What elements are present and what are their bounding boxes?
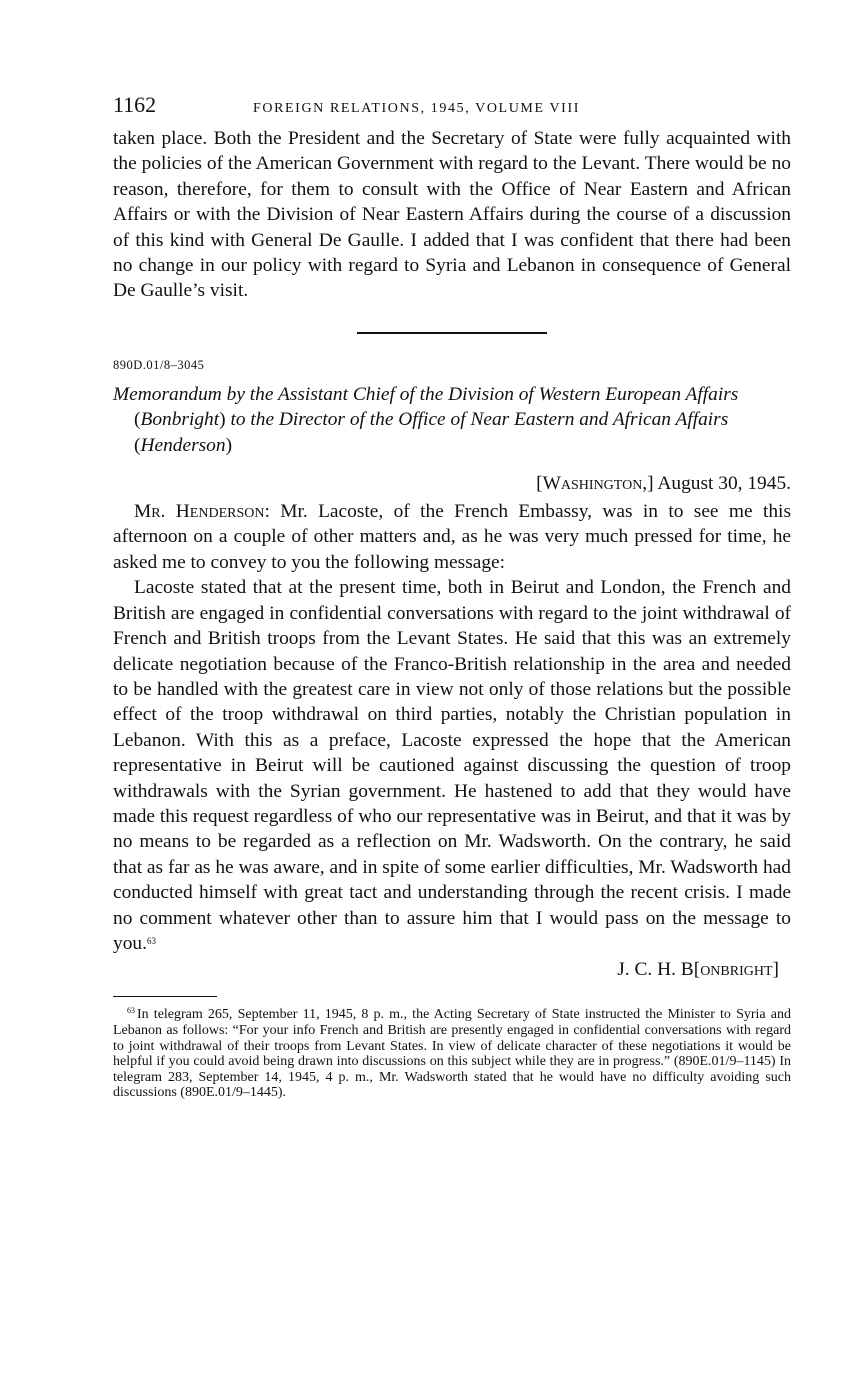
- memo-title-name1: Bonbright: [140, 409, 220, 431]
- footnote-text: In telegram 265, September 11, 1945, 8 p. m., the Acting Secretary of State instructed the Minister to Syria and Lebanon as follows: “For your info French and British are presently engaged in confidential conversations with regard to joint withdrawal of their troops from Levant States. In view of delicate character of these negotiations it would be helpful if you could avoid being drawn into discussions on this subject while they are in progress.” (890E.01/9–1145) In telegram 283, September 14, 1945, 4 p. m., Mr. Wadsworth stated that he would have no difficulty avoiding such discussions (890E.01/9–1445).: [113, 1007, 791, 1101]
- memo-title-name2: Henderson: [140, 434, 226, 456]
- footnote-marker: 63: [127, 1006, 135, 1016]
- memo-title: [113, 382, 791, 458]
- salutation: Mr. Henderson: [134, 501, 265, 523]
- signature-initials: J. C. H. B[: [617, 959, 701, 981]
- memo-title-part2: to the Director of the Office of Near Eastern and African Affairs: [225, 409, 729, 431]
- salutation-punct: :: [264, 501, 270, 523]
- dateline-date: August 30, 1945.: [657, 473, 791, 495]
- footnote-reference: 63: [146, 935, 156, 946]
- signature: [113, 957, 791, 983]
- memo-title-paren: (: [134, 409, 141, 431]
- section-divider: [357, 332, 547, 334]
- dateline-place: [Washington,]: [536, 473, 654, 495]
- memo-title-paren: ): [219, 409, 226, 431]
- document-page: [113, 92, 791, 1115]
- paragraph-1-text: Mr. Lacoste, of the French Embassy, was in to see me this afternoon on a couple of other matters and, as he was very much pressed for time, he asked me to convey to you the following message:: [113, 501, 791, 573]
- footnote: [113, 1007, 791, 1101]
- signature-name: onbright: [700, 959, 773, 981]
- continuation-paragraph: taken place. Both the President and the Secretary of State were fully acquainted with the policies of the American Government with regard to the Levant. There would be no reason, therefore, for them to consult with the Office of Near Eastern and African Affairs or with the Division of Near Eastern Affairs during the course of a discussion of this kind with General De Gaulle. I added that I was confident that there had been no change in our policy with regard to Syria and Lebanon in consequence of General De Gaulle’s visit.: [113, 128, 791, 302]
- page-header: [113, 92, 791, 126]
- signature-close: ]: [772, 959, 779, 981]
- dateline: [113, 471, 791, 497]
- memo-title-paren: (: [134, 434, 141, 456]
- memo-paragraph-2: [113, 575, 791, 956]
- running-head: FOREIGN RELATIONS, 1945, VOLUME VIII: [253, 101, 580, 116]
- memo-title-paren: ): [225, 434, 233, 456]
- footnote-divider: [113, 996, 217, 997]
- memo-title-part1: Memorandum by the Assistant Chief of the Division of Western European Affairs: [113, 383, 739, 405]
- memo-paragraph-1: [113, 499, 791, 575]
- page-number: 1162: [113, 92, 157, 117]
- paragraph-2-text: Lacoste stated that at the present time, both in Beirut and London, the French and British are engaged in confidential conversations with regard to the joint withdrawal of French and British troops from the Levant States. He said that this was an extremely delicate negotiation because of the Franco-British relationship in the area and needed to be handled with the greatest care in view not only of those relations but the possible effect of the troop withdrawal on third parties, notably the Christian population in Lebanon. With this as a preface, Lacoste expressed the hope that the American representative in Beirut will be cautioned against discussing the question of troop withdrawals with the Syrian government. He hastened to add that they would have made this request regardless of who our representative was in Beirut, and that it was by no means to be regarded as a reflection on Mr. Wadsworth. On the contrary, he said that as far as he was aware, and in spite of some earlier difficulties, Mr. Wadsworth had conducted himself with great tact and understanding through the recent crisis. I made no comment whatever other than to assure him that I would pass on the message to you.: [113, 577, 791, 954]
- document-file-number: 890D.01/8–3045: [113, 357, 205, 372]
